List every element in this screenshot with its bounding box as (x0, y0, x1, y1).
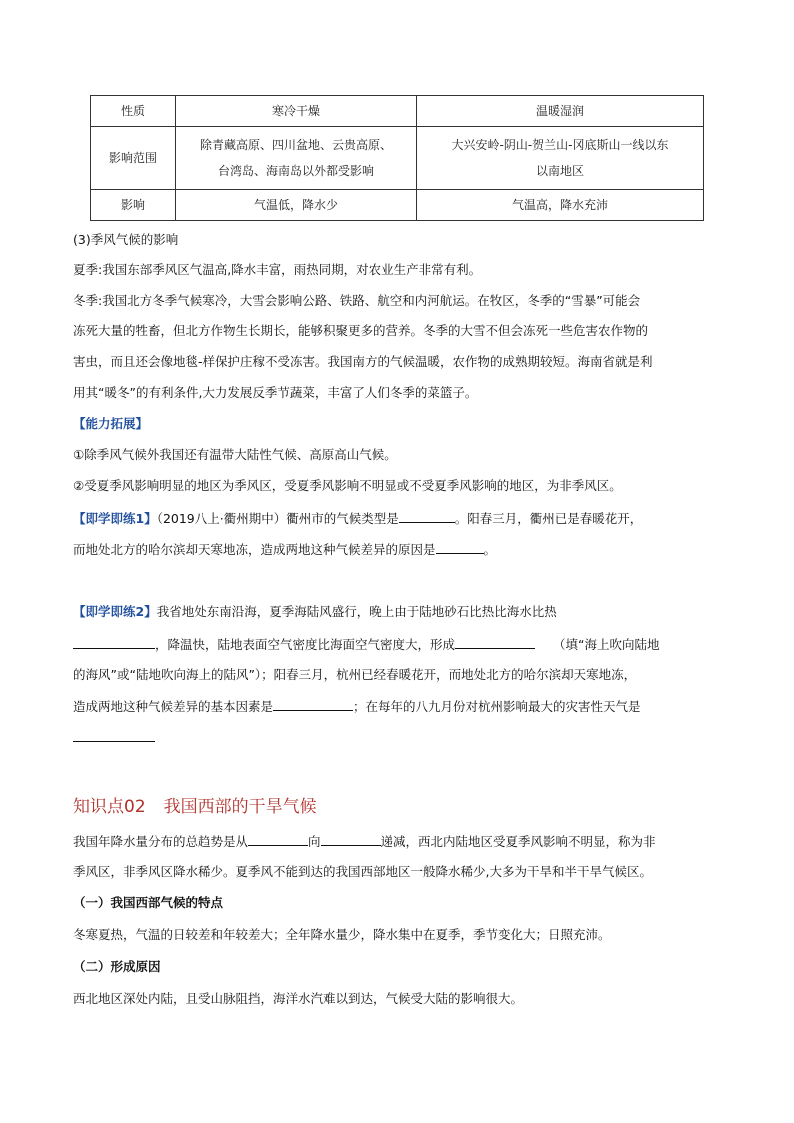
text: 我省地处东南沿海，夏季海陆风盛行，晚上由于陆地砂石比热比海水比热 (156, 604, 557, 619)
knowledge-point-title (73, 792, 335, 817)
ability-item: ②受夏季风影响明显的地区为季风区，受夏季风影响不明显或不受夏季风影响的地区，为非季风区。 (73, 478, 622, 493)
answer-blank[interactable] (273, 696, 353, 711)
text: 造成两地这种气候差异的基本因素是 (73, 699, 274, 714)
cell-line: 除青藏高原、四川盆地、云贵高原、 (199, 138, 392, 152)
text: ，降温快，陆地表面空气密度比海面空气密度大，形成 (155, 637, 456, 652)
paragraph-line: 冬季:我国北方冬季气候寒冷，大雪会影响公路、铁路、航空和内河航运。在牧区，冬季的“雪暴”可能会 (73, 293, 641, 308)
answer-blank[interactable] (73, 634, 155, 649)
table-row (91, 96, 704, 127)
practice1-label: 【即学即练1】 (73, 511, 157, 526)
table-cell: 影响 (91, 190, 176, 221)
paragraph-line: 季风区，非季风区降水稀少。夏季风不能到达的我国西部地区一般降水稀少,大多为干旱和半干旱气候区。 (73, 864, 652, 879)
table-row (91, 190, 704, 221)
practice2-line (73, 634, 723, 655)
table-cell: 气温低，降水少 (176, 190, 417, 221)
ability-label: 【能力拓展】 (73, 416, 149, 431)
paragraph-line: 西北地区深处内陆，且受山脉阻挡，海洋水汽难以到达，气候受大陆的影响很大。 (73, 991, 524, 1006)
knowledge-point-number: 知识点02 (73, 797, 146, 817)
paragraph-line: 用其“暖冬”的有利条件,大力发展反季节蔬菜，丰富了人们冬季的菜篮子。 (73, 385, 478, 400)
cell-line: 大兴安岭-阴山-贺兰山-冈底斯山一线以东 (451, 138, 669, 152)
text: 。阳春三月，衢州已是春暖花开， (454, 511, 643, 526)
practice1-line (73, 539, 723, 560)
text: 向 (308, 834, 321, 849)
ability-item: ①除季风气候外我国还有温带大陆性气候、高原高山气候。 (73, 447, 397, 462)
sub-heading: （二）形成原因 (73, 959, 161, 974)
answer-blank[interactable] (321, 831, 381, 846)
answer-blank[interactable] (73, 741, 155, 742)
paragraph-line (73, 831, 723, 852)
cell-line: 以南地区 (535, 164, 584, 178)
text: 我国年降水量分布的总趋势是从 (73, 834, 249, 849)
text: （2019八上·衢州期中）衢州市的气候类型是 (156, 511, 399, 526)
paragraph-line: 害虫，而且还会像地毯-样保护庄稼不受冻害。我国南方的气候温暖，农作物的成熟期较短。海南省就是利 (73, 354, 653, 369)
table-cell: 温暖湿润 (417, 96, 704, 127)
text: 而地处北方的哈尔滨却天寒地冻，造成两地这种气候差异的原因是 (73, 542, 436, 557)
table-cell (176, 127, 417, 190)
paragraph-line: 夏季:我国东部季风区气温高,降水丰富，雨热同期，对农业生产非常有利。 (73, 262, 482, 277)
practice2-line (73, 696, 723, 717)
answer-blank[interactable] (436, 539, 484, 554)
knowledge-point-heading: 我国西部的干旱气候 (163, 797, 317, 817)
practice2-line (73, 602, 723, 622)
table-cell (417, 127, 704, 190)
practice2-line: 的海风”或“陆地吹向海上的陆风”）；阳春三月，杭州已经春暖花开，而地处北方的哈尔滨却天寒地冻， (73, 667, 637, 682)
table-cell: 影响范围 (91, 127, 176, 190)
paragraph-line: 冬寒夏热，气温的日较差和年较差大；全年降水量少，降水集中在夏季，季节变化大；日照充沛。 (73, 927, 611, 942)
text: 递减，西北内陆地区受夏季风影响不明显，称为非 (380, 834, 656, 849)
table-cell: 气温高，降水充沛 (417, 190, 704, 221)
text: （填“海上吹向陆地 (553, 637, 660, 652)
paragraph-line: 冻死大量的牲畜，但北方作物生长期长，能够积聚更多的营养。冬季的大雪不但会冻死一些危害农作物的 (73, 323, 649, 338)
answer-blank[interactable] (248, 831, 308, 846)
practice1-line (73, 508, 723, 529)
cell-line: 台湾岛、海南岛以外都受影响 (217, 164, 374, 178)
monsoon-nature-table (90, 95, 704, 221)
section-heading: (3)季风气候的影响 (73, 232, 179, 247)
text: 。 (483, 542, 497, 557)
sub-heading: （一）我国西部气候的特点 (73, 895, 224, 910)
text: ；在每年的八九月份对杭州影响最大的灾害性天气是 (353, 699, 641, 714)
table-row (91, 127, 704, 190)
answer-blank[interactable] (455, 634, 535, 649)
table-cell: 寒冷干燥 (176, 96, 417, 127)
answer-blank[interactable] (399, 508, 455, 523)
practice2-label: 【即学即练2】 (73, 604, 157, 619)
table-cell: 性质 (91, 96, 176, 127)
